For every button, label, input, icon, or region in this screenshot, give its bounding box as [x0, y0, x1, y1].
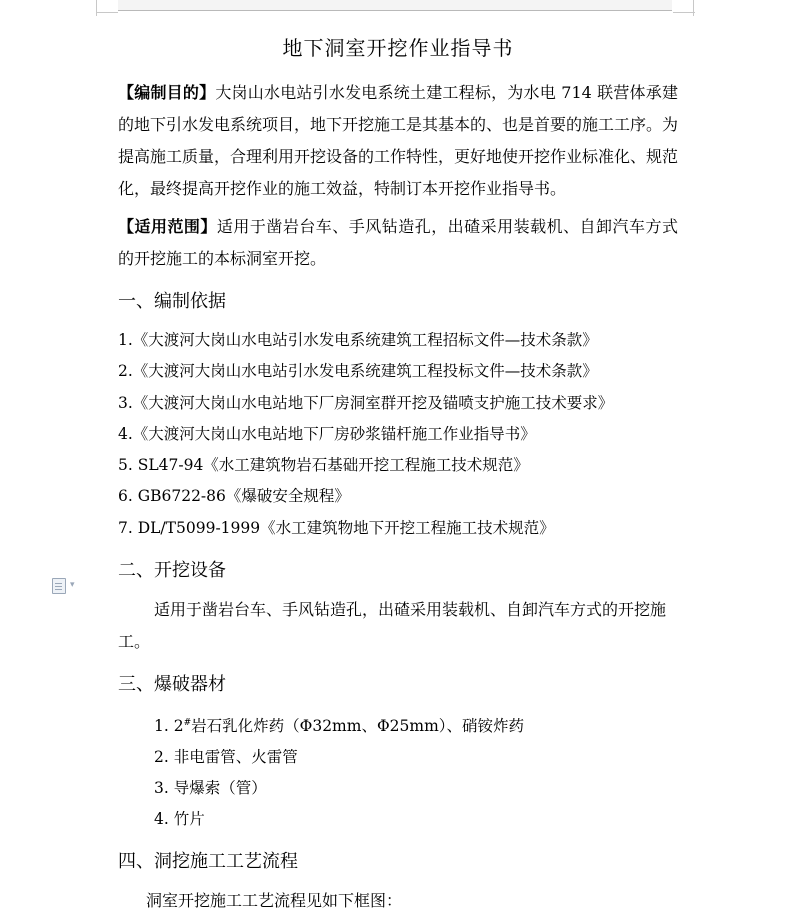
process-paragraph: 洞室开挖施工工艺流程见如下框图：: [146, 891, 403, 911]
material-item-number: 1. 2: [154, 717, 184, 736]
dropdown-caret-icon[interactable]: ▾: [70, 580, 75, 590]
scope-text: 适用于凿岩台车、手风钻造孔，出碴采用装载机、自卸汽车方式的开挖施工的本标洞室开挖。: [118, 217, 678, 268]
list-item: 2. 非电雷管、火雷管: [154, 748, 298, 767]
list-item: 5. SL47-94《水工建筑物岩石基础开挖工程施工技术规范》: [118, 456, 529, 475]
materials-list: [118, 708, 678, 835]
section-heading-basis: 一、编制依据: [118, 291, 226, 312]
document-title: 地下洞室开挖作业指导书: [282, 36, 514, 60]
section-heading-process: 四、洞挖施工工艺流程: [118, 851, 298, 873]
document-page: [118, 24, 678, 917]
list-item: [154, 708, 678, 742]
margin-corner-left: [96, 12, 118, 13]
section-heading-equipment: 二、开挖设备: [118, 560, 226, 582]
purpose-paragraph: [118, 77, 678, 205]
purpose-label: 【编制目的】: [118, 83, 216, 102]
ruler-tick-left: [96, 0, 97, 16]
ruler-tick-right: [693, 0, 694, 16]
list-item: 1.《大渡河大岗山水电站引水发电系统建筑工程招标文件—技术条款》: [118, 331, 598, 349]
material-item-text: 岩石乳化炸药（Φ32mm、Φ25mm）、硝铵炸药: [191, 717, 525, 736]
page-top-ruler: [118, 0, 672, 11]
list-item: 2.《大渡河大岗山水电站引水发电系统建筑工程投标文件—技术条款》: [118, 362, 598, 381]
list-item: 4.《大渡河大岗山水电站地下厂房砂浆锚杆施工作业指导书》: [118, 424, 536, 443]
reference-list: [118, 325, 678, 544]
purpose-text: 大岗山水电站引水发电系统土建工程标，为水电 714 联营体承建的地下引水发电系统项目，地下开挖施工是其基本的、也是首要的施工工序。为提高施工质量，合理利用开挖设备的工作特性，更好地使开挖作业标准化、规范化，最终提高开挖作业的施工效益，特制订本开挖作业指导书。: [118, 83, 679, 198]
list-item: 4. 竹片: [154, 810, 205, 829]
margin-corner-right: [673, 12, 695, 13]
list-item: 3. 导爆索（管）: [154, 779, 267, 798]
equipment-paragraph[interactable]: [118, 594, 678, 658]
list-item: 3.《大渡河大岗山水电站地下厂房洞室群开挖及锚喷支护施工技术要求》: [118, 393, 614, 412]
scope-label: 【适用范围】: [118, 217, 217, 236]
list-item: 6. GB6722-86《爆破安全规程》: [118, 487, 350, 506]
paragraph-doc-icon[interactable]: [52, 578, 66, 594]
equipment-text: 适用于凿岩台车、手风钻造孔，出碴采用装载机、自卸汽车方式的开挖施工。: [118, 600, 667, 652]
scope-paragraph: [118, 211, 678, 275]
number-sign-superscript: #: [183, 718, 192, 729]
list-item: 7. DL/T5099-1999《水工建筑物地下开挖工程施工技术规范》: [118, 518, 555, 537]
section-heading-materials: 三、爆破器材: [118, 674, 226, 696]
